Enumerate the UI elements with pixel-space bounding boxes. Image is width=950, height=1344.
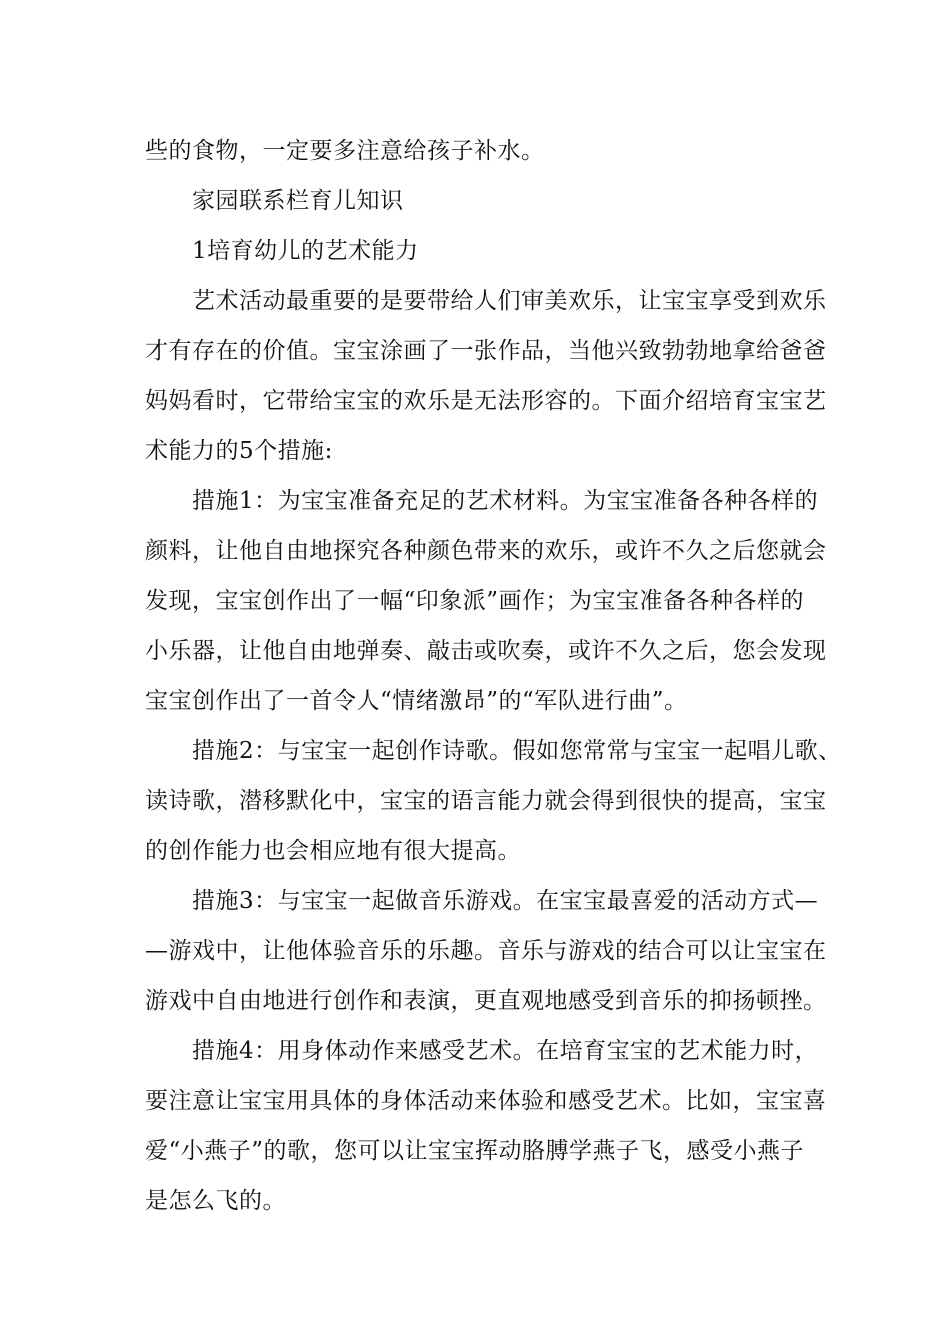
text-line-21: 爱“小燕子”的歌，您可以让宝宝挥动胳膊学燕子飞，感受小燕子 [145, 1138, 805, 1164]
subsection-heading: 1培育幼儿的艺术能力 [192, 238, 419, 264]
text-line-17: —游戏中，让他体验音乐的乐趣。音乐与游戏的结合可以让宝宝在 [145, 938, 827, 964]
text-line-22: 是怎么飞的。 [145, 1188, 286, 1214]
text-line-16: 措施3：与宝宝一起做音乐游戏。在宝宝最喜爱的活动方式— [192, 888, 819, 914]
text-line-20: 要注意让宝宝用具体的身体活动来体验和感受艺术。比如，宝宝喜 [145, 1088, 827, 1114]
text-line-7: 术能力的5个措施: [145, 438, 333, 464]
text-line-18: 游戏中自由地进行创作和表演，更直观地感受到音乐的抑扬顿挫。 [145, 988, 827, 1014]
text-line-1: 些的食物，一定要多注意给孩子补水。 [145, 138, 545, 164]
section-heading: 家园联系栏育儿知识 [192, 188, 404, 214]
text-line-19: 措施4：用身体动作来感受艺术。在培育宝宝的艺术能力时， [192, 1038, 819, 1064]
text-line-12: 宝宝创作出了一首令人“情绪激昂”的“军队进行曲”。 [145, 688, 688, 714]
text-line-4: 艺术活动最重要的是要带给人们审美欢乐，让宝宝享受到欢乐 [192, 288, 827, 314]
text-line-10: 发现，宝宝创作出了一幅“印象派”画作；为宝宝准备各种各样的 [145, 588, 805, 614]
text-line-15: 的创作能力也会相应地有很大提高。 [145, 838, 521, 864]
text-line-13: 措施2：与宝宝一起创作诗歌。假如您常常与宝宝一起唱儿歌、 [192, 738, 842, 764]
text-line-14: 读诗歌，潜移默化中，宝宝的语言能力就会得到很快的提高，宝宝 [145, 788, 827, 814]
text-line-5: 才有存在的价值。宝宝涂画了一张作品，当他兴致勃勃地拿给爸爸 [145, 338, 827, 364]
text-line-9: 颜料，让他自由地探究各种颜色带来的欢乐，或许不久之后您就会 [145, 538, 827, 564]
text-line-8: 措施1：为宝宝准备充足的艺术材料。为宝宝准备各种各样的 [192, 488, 819, 514]
text-line-6: 妈妈看时，它带给宝宝的欢乐是无法形容的。下面介绍培育宝宝艺 [145, 388, 827, 414]
text-line-11: 小乐器，让他自由地弹奏、敲击或吹奏，或许不久之后，您会发现 [145, 638, 827, 664]
